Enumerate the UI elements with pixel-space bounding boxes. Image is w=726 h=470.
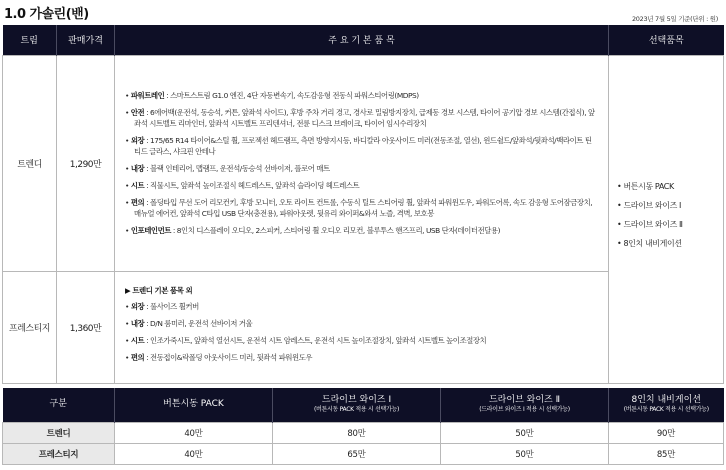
- header-price: 판매가격: [57, 25, 115, 55]
- list-item: • 내장 : 블랙 인테리어, 맵램프, 운전석/동승석 선바이저, 플로어 매트: [125, 164, 330, 173]
- table-row: [3, 55, 724, 271]
- option-price-table: [2, 388, 724, 465]
- trim-name: 프레스티지: [3, 443, 115, 464]
- list-item: • 8인치 내비게이션: [617, 239, 682, 248]
- date-note: 2023년 7월 5일 기준(단위 : 원): [631, 15, 718, 23]
- list-item: • 드라이브 와이즈 Ⅰ: [617, 201, 682, 210]
- feature-list-prestige: [115, 271, 609, 383]
- header-option: 8인치 내비게이션 (버튼시동 PACK 적용 시 선택가능): [609, 388, 724, 422]
- option-price: 80만: [273, 422, 441, 443]
- list-item: • 안전 : 6에어백(운전석, 동승석, 커튼, 앞좌석 사이드), 후방 주차 거리 경고, 경사로 밀림방지장치, 급제동 경보 시스템, 타이어 공기압 경보 시스템(간접식), 앞좌석 시트벨트 리마인더, 앞좌석 시트벨트 프리텐셔너, 전륜 디스크 브레이크, 타이어 임시수리장치: [125, 108, 595, 128]
- list-item: • 내장 : D/N 룸미러, 운전석 선바이저 거울: [125, 319, 253, 328]
- table-row: [3, 443, 724, 464]
- feature-group-heading: ▶ 트렌디 기본 품목 외: [125, 286, 193, 295]
- feature-list-trendy: [115, 55, 609, 271]
- header-option: 드라이브 와이즈 Ⅰ (버튼시동 PACK 적용 시 선택가능): [273, 388, 441, 422]
- trim-price: 1,360만: [57, 271, 115, 383]
- option-list: [609, 55, 724, 383]
- header-option: 드라이브 와이즈 Ⅱ (드라이브 와이즈 Ⅰ 적용 시 선택가능): [441, 388, 609, 422]
- option-price: 90만: [609, 422, 724, 443]
- list-item: • 버튼시동 PACK: [617, 182, 674, 191]
- list-item: • 외장 : 175/65 R14 타이어&스틸 휠, 프로젝션 헤드램프, 측면 방향지시등, 바디칼라 아웃사이드 미러(전동조절, 열선), 윈드쉴드/앞좌석/뒷좌석/백라이트 틴티드 글라스, 샤크핀 안테나: [125, 136, 592, 156]
- option-price: 40만: [115, 422, 273, 443]
- option-price: 65만: [273, 443, 441, 464]
- table-row: [3, 422, 724, 443]
- trim-feature-table: [2, 25, 724, 384]
- table-header-row: [3, 25, 724, 55]
- trim-price: 1,290만: [57, 55, 115, 271]
- header-trim: 트림: [3, 25, 57, 55]
- trim-name: 트렌디: [3, 55, 57, 271]
- list-item: • 파워트레인 : 스마트스트림 G1.0 엔진, 4단 자동변속기, 속도감응형 전동식 파워스티어링(MDPS): [125, 91, 419, 100]
- list-item: • 시트 : 인조가죽시트, 앞좌석 열선시트, 운전석 시트 암레스트, 운전석 시트 높이조절장치, 앞좌석 시트벨트 높이조절장치: [125, 336, 487, 345]
- list-item: • 시트 : 직물시트, 앞좌석 높이조절식 헤드레스트, 앞좌석 슬라이딩 헤드레스트: [125, 181, 360, 190]
- option-price: 40만: [115, 443, 273, 464]
- list-item: • 편의 : 전동접이&락폴딩 아웃사이드 미러, 뒷좌석 파워윈도우: [125, 353, 313, 362]
- option-price: 50만: [441, 422, 609, 443]
- option-price: 85만: [609, 443, 724, 464]
- list-item: • 편의 : 폴딩타입 무선 도어 리모컨키, 후방 모니터, 오토 라이트 컨트롤, 수동식 틸트 스티어링 휠, 앞좌석 파워윈도우, 파워도어록, 속도 감응형 도어잠금장치, 매뉴얼 에어컨, 앞좌석 C타입 USB 단자(충전용), 파워아웃렛, 뒷유리 와이퍼&와셔 노즐, 격벽, 보호봉: [125, 198, 593, 218]
- header-option: 버튼시동 PACK: [115, 388, 273, 422]
- header-options: 선택품목: [609, 25, 724, 55]
- page-title: 1.0 가솔린(밴): [4, 7, 89, 22]
- table-header-row: [3, 388, 724, 422]
- list-item: • 드라이브 와이즈 Ⅱ: [617, 220, 683, 229]
- header-category: 구분: [3, 388, 115, 422]
- trim-name: 프레스티지: [3, 271, 57, 383]
- header-features: 주 요 기 본 품 목: [115, 25, 609, 55]
- list-item: • 외장 : 풀사이즈 휠커버: [125, 302, 199, 311]
- trim-name: 트렌디: [3, 422, 115, 443]
- option-price: 50만: [441, 443, 609, 464]
- list-item: • 인포테인먼트 : 8인치 디스플레이 오디오, 2스피커, 스티어링 휠 오디오 리모컨, 블루투스 핸즈프리, USB 단자(데이터전달용): [125, 226, 501, 235]
